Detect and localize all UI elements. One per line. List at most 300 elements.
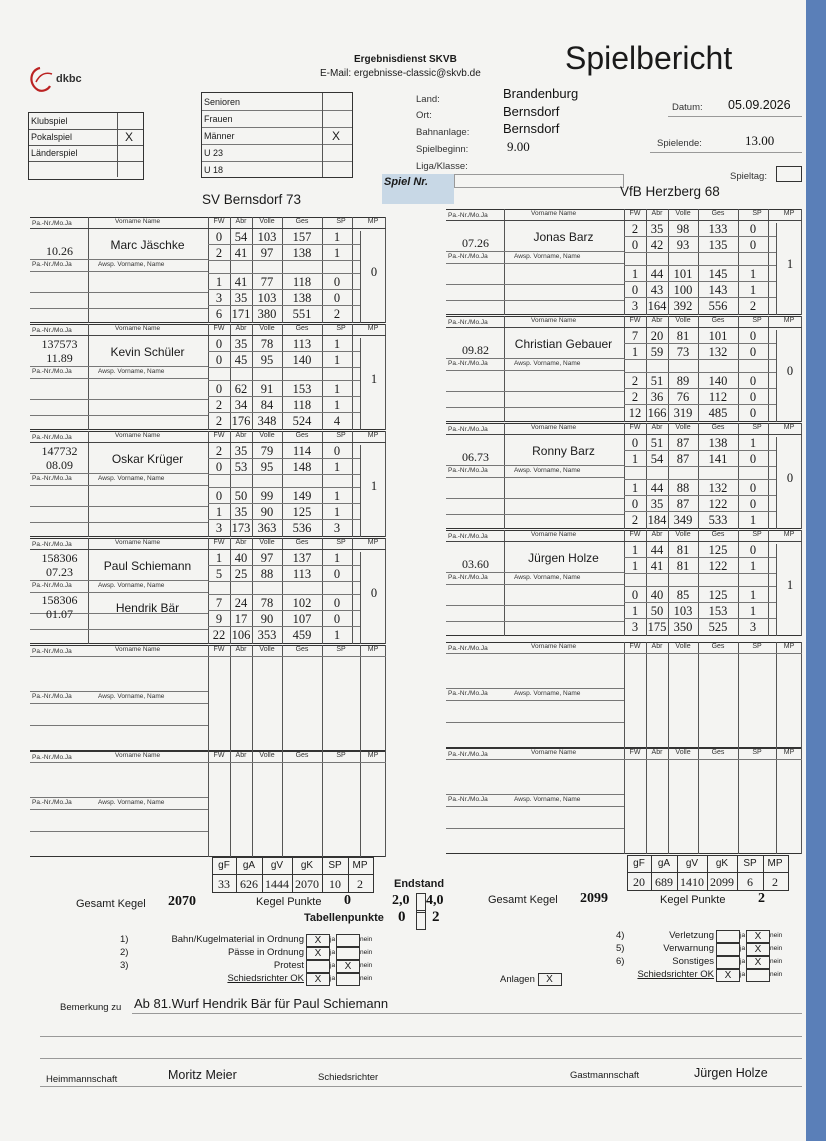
score-cell: 0 [749,481,757,495]
score-cell: 5 [215,567,223,581]
totals-header: gA [242,860,256,871]
sum-cell: 556 [708,299,728,313]
score-cell: 1 [333,353,341,367]
player-name: Jürgen Holze [528,551,599,565]
score-cell: 138 [292,291,312,305]
score-cell: 25 [234,567,248,581]
col-header-abr: Abr [651,749,663,756]
name-label: Vorname Name [115,432,161,439]
check-nein[interactable]: X [746,943,770,956]
score-cell: 36 [650,390,664,404]
empty-player-block [30,751,386,857]
check-nein[interactable] [336,934,360,947]
sum-cell: 353 [257,628,277,642]
totals-value: 2070 [295,877,319,891]
score-cell: 140 [708,374,728,388]
score-cell: 24 [234,596,248,610]
check-nein[interactable]: X [746,930,770,943]
game-type-row[interactable] [29,145,143,162]
col-header-fw: FW [629,643,641,650]
beginn-value: 9.00 [507,139,530,154]
ende-label: Spielende: [657,138,702,149]
category-row[interactable] [202,127,352,145]
score-cell: 59 [650,345,664,359]
check-ja[interactable] [716,930,740,943]
score-cell: 0 [631,436,639,450]
col-header-sp: SP [752,531,762,538]
score-cell: 62 [234,382,248,396]
game-type-label: Klubspiel [31,116,68,126]
pnr-label: Pa.-Nr./Mo.Ja [32,693,72,700]
check-num: 1) [120,934,129,945]
name-label: Vorname Name [531,531,577,538]
score-cell: 73 [676,345,690,359]
sum-cell: 2 [631,513,639,527]
col-header-sp: SP [336,432,346,439]
col-header-abr: Abr [235,539,247,546]
check-row [616,956,806,969]
col-header-abr: Abr [651,317,663,324]
col-header-volle: Volle [259,752,275,759]
ja-label: ja [330,962,336,969]
check-nein[interactable]: X [336,960,360,973]
sub-name: Hendrik Bär [115,601,180,615]
score-cell: 1 [333,337,341,351]
score-cell: 100 [673,283,693,297]
player-mp: 0 [370,586,378,600]
category-row[interactable] [202,161,352,178]
sum-cell: 12 [628,406,642,420]
sum-cell: 0 [749,406,757,420]
sum-cell: 2 [333,307,341,321]
bahn-label: Bahnanlage: [416,127,470,138]
score-cell: 125 [292,505,312,519]
col-header-ges: Ges [711,317,725,324]
score-cell: 87 [676,436,690,450]
service-email: E-Mail: ergebnisse-classic@skvb.de [320,68,481,79]
player-date: 07.23 [46,565,73,579]
score-cell: 1 [333,230,341,244]
score-cell: 122 [708,559,728,573]
totals-header: gK [300,860,314,871]
score-cell: 51 [650,374,664,388]
col-header-mp: MP [783,531,795,538]
score-cell: 88 [676,481,690,495]
kp-away: 2 [758,891,765,906]
col-header-abr: Abr [235,432,247,439]
totals-value: 33 [218,877,230,891]
ja-label: ja [740,945,746,952]
col-header-mp: MP [783,424,795,431]
score-cell: 125 [708,588,728,602]
sum-cell: 166 [647,406,667,420]
check-ja[interactable] [716,943,740,956]
score-cell: 0 [333,596,341,610]
score-cell: 153 [292,382,312,396]
check-row [120,960,420,973]
liga-label: Liga/Klasse: [416,161,468,172]
sum-cell: 524 [292,414,312,428]
col-header-ges: Ges [295,752,309,759]
awsp-label: Awsp. Vorname, Name [514,467,581,474]
check-label: Bahn/Kugelmaterial in Ordnung [171,934,304,945]
player-pnr: 158306 [41,551,78,565]
score-cell: 41 [234,275,248,289]
category-label: Senioren [204,97,241,107]
sub-pnr: 158306 [41,593,78,607]
sum-cell: 1 [749,513,757,527]
check-ja[interactable]: X [306,947,330,960]
pnr-label: Pa.-Nr./Mo.Ja [32,541,72,548]
score-cell: 138 [708,436,728,450]
ort-label: Ort: [416,110,432,121]
sum-cell: 536 [292,521,312,535]
score-cell: 7 [215,596,223,610]
score-cell: 145 [708,267,728,281]
score-cell: 35 [234,291,248,305]
datum-label: Datum: [672,102,703,113]
col-header-fw: FW [213,218,225,225]
score-cell: 79 [260,444,274,458]
totals-header: gV [685,858,699,869]
totals-header: MP [767,858,783,869]
score-cell: 44 [650,267,664,281]
col-header-fw: FW [213,325,225,332]
score-cell: 1 [333,489,341,503]
score-cell: 0 [631,497,639,511]
score-cell: 1 [333,398,341,412]
score-cell: 113 [292,337,312,351]
col-header-mp: MP [367,432,379,439]
col-header-mp: MP [783,749,795,756]
ja-label: ja [330,975,336,982]
player-date: 07.26 [462,236,489,250]
check-label: Protest [273,960,304,971]
score-cell: 50 [650,604,664,618]
col-header-abr: Abr [235,325,247,332]
pnr-label: Pa.-Nr./Mo.Ja [32,754,72,761]
totals-header: MP [352,860,368,871]
score-cell: 0 [749,543,757,557]
score-cell: 148 [292,460,312,474]
endstand-away: 4,0 [426,893,444,908]
sum-cell: 363 [257,521,277,535]
pnr-label: Pa.-Nr./Mo.Ja [32,799,72,806]
score-cell: 153 [708,604,728,618]
game-type-row[interactable] [29,113,143,130]
score-cell: 0 [749,329,757,343]
sum-cell: 6 [215,307,223,321]
score-cell: 0 [749,390,757,404]
col-header-abr: Abr [651,643,663,650]
score-cell: 81 [676,329,690,343]
kp-home: 0 [344,893,351,908]
player-mp: 1 [786,578,794,592]
check-nein[interactable] [336,947,360,960]
category-row[interactable] [202,110,352,128]
sum-cell: 2 [749,299,757,313]
category-box [201,92,353,178]
col-header-ges: Ges [711,531,725,538]
col-header-fw: FW [213,646,225,653]
player-block [446,316,802,422]
score-cell: 87 [676,452,690,466]
totals-header: SP [743,858,757,869]
score-cell: 132 [708,345,728,359]
score-cell: 81 [676,543,690,557]
score-cell: 112 [708,390,728,404]
totals-value: 2099 [710,875,734,889]
totals-value: 6 [747,875,753,889]
score-cell: 0 [631,283,639,297]
land-label: Land: [416,94,440,105]
score-cell: 35 [650,222,664,236]
player-pnr: 147732 [41,444,78,458]
name-label: Vorname Name [531,317,577,324]
score-cell: 41 [650,559,664,573]
check-row [616,969,806,982]
score-cell: 0 [333,275,341,289]
pnr-label: Pa.-Nr./Mo.Ja [448,645,488,652]
name-label: Vorname Name [115,646,161,653]
endstand-home: 2,0 [392,893,410,908]
logo-text: dkbc [56,73,82,85]
score-cell: 35 [650,497,664,511]
player-mp: 1 [370,479,378,493]
player-block [446,530,802,636]
sum-cell: 3 [333,521,341,535]
score-cell: 1 [631,481,639,495]
score-cell: 0 [215,382,223,396]
game-type-label: Länderspiel [31,148,78,158]
score-cell: 78 [260,596,274,610]
player-date: 08.09 [46,458,73,472]
awsp-label: Awsp. Vorname, Name [98,368,165,375]
col-header-volle: Volle [675,424,691,431]
score-cell: 1 [333,246,341,260]
name-label: Vorname Name [115,325,161,332]
score-cell: 54 [234,230,248,244]
check-ja[interactable]: X [306,973,330,986]
sum-cell: 171 [231,307,251,321]
player-name: Marc Jäschke [110,238,185,252]
name-label: Vorname Name [531,424,577,431]
col-header-volle: Volle [675,210,691,217]
score-cell: 1 [749,588,757,602]
score-cell: 89 [676,374,690,388]
player-name: Ronny Barz [532,444,595,458]
check-row [120,947,420,960]
score-cell: 20 [650,329,664,343]
check-num: 2) [120,947,129,958]
empty-player-block [446,642,802,748]
pnr-label: Pa.-Nr./Mo.Ja [32,648,72,655]
col-header-volle: Volle [675,643,691,650]
pnr-label: Pa.-Nr./Mo.Ja [448,751,488,758]
check-label: Sonstiges [672,956,714,967]
score-cell: 1 [333,382,341,396]
score-cell: 118 [292,398,312,412]
score-cell: 1 [749,267,757,281]
sum-cell: 533 [708,513,728,527]
col-header-volle: Volle [675,749,691,756]
col-header-fw: FW [213,432,225,439]
check-ja[interactable]: X [306,934,330,947]
score-cell: 97 [260,246,274,260]
pnr-label: Pa.-Nr./Mo.Ja [32,582,72,589]
col-header-fw: FW [213,539,225,546]
pnr-label: Pa.-Nr./Mo.Ja [32,475,72,482]
ja-label: ja [330,949,336,956]
score-cell: 35 [234,337,248,351]
endstand-label: Endstand [394,878,445,890]
sub-date: 01.07 [46,607,73,621]
check-label: Verwarnung [663,943,714,954]
category-row[interactable] [202,144,352,162]
sum-cell: 184 [647,513,667,527]
name-label: Vorname Name [531,643,577,650]
bemerkung-label: Bemerkung zu [60,1002,122,1013]
check-nein[interactable]: X [746,956,770,969]
col-header-volle: Volle [675,531,691,538]
totals-header: gV [270,860,284,871]
sum-cell: 525 [708,620,728,634]
sum-cell: 3 [749,620,757,634]
player-date: 10.26 [46,244,73,258]
score-cell: 54 [650,452,664,466]
score-cell: 141 [708,452,728,466]
player-name: Christian Gebauer [514,337,613,351]
score-cell: 90 [260,505,274,519]
score-cell: 85 [676,588,690,602]
spieltag-label: Spieltag: [730,171,767,182]
col-header-ges: Ges [295,646,309,653]
score-cell: 1 [631,604,639,618]
player-block [446,423,802,529]
col-header-ges: Ges [711,643,725,650]
away-team: VfB Herzberg 68 [620,184,720,199]
check-nein[interactable] [336,973,360,986]
anlagen-check[interactable]: X [538,973,562,986]
check-num: 4) [616,930,625,941]
player-name: Paul Schiemann [103,559,192,573]
check-ja[interactable] [306,960,330,973]
land-value: Brandenburg [503,86,579,101]
score-cell: 34 [234,398,248,412]
player-mp: 1 [786,257,794,271]
score-cell: 1 [215,275,223,289]
score-cell: 9 [215,612,223,626]
score-cell: 88 [260,567,274,581]
score-cell: 2 [631,374,639,388]
check-row [616,943,806,956]
player-mp: 0 [786,364,794,378]
score-cell: 0 [215,337,223,351]
col-header-fw: FW [629,317,641,324]
pnr-label: Pa.-Nr./Mo.Ja [32,261,72,268]
col-header-volle: Volle [259,218,275,225]
score-cell: 98 [676,222,690,236]
awsp-label: Awsp. Vorname, Name [98,475,165,482]
pnr-label: Pa.-Nr./Mo.Ja [448,253,488,260]
score-cell: 76 [676,390,690,404]
player-block [30,324,386,430]
gesamt-away-label: Gesamt Kegel [488,894,558,906]
col-header-sp: SP [752,424,762,431]
player-block [446,209,802,315]
sum-cell: 380 [257,307,277,321]
nein-label: nein [770,945,783,952]
score-cell: 0 [215,460,223,474]
score-cell: 1 [749,604,757,618]
col-header-mp: MP [783,643,795,650]
category-row[interactable] [202,93,352,111]
service-name: Ergebnisdienst SKVB [354,54,457,65]
sum-cell: 350 [673,620,693,634]
nein-label: nein [360,975,373,982]
score-cell: 143 [708,283,728,297]
game-type-label: Pokalspiel [31,132,73,142]
col-header-mp: MP [367,752,379,759]
awsp-label: Awsp. Vorname, Name [98,261,165,268]
col-header-ges: Ges [295,432,309,439]
score-cell: 0 [631,588,639,602]
score-cell: 50 [234,489,248,503]
score-cell: 157 [292,230,312,244]
pnr-label: Pa.-Nr./Mo.Ja [448,467,488,474]
score-cell: 87 [676,497,690,511]
sum-cell: 106 [231,628,251,642]
score-cell: 103 [257,291,277,305]
check-ja[interactable]: X [716,969,740,982]
score-cell: 3 [215,291,223,305]
score-cell: 77 [260,275,274,289]
col-header-sp: SP [752,749,762,756]
sum-cell: 485 [708,406,728,420]
empty-player-block [30,645,386,751]
ja-label: ja [330,936,336,943]
score-cell: 138 [292,246,312,260]
player-date: 09.82 [462,343,489,357]
col-header-ges: Ges [711,210,725,217]
score-cell: 43 [650,283,664,297]
nein-label: nein [770,971,783,978]
score-cell: 78 [260,337,274,351]
col-header-sp: SP [336,539,346,546]
score-cell: 0 [215,489,223,503]
totals-header: gA [657,858,671,869]
tabellen-label: Tabellenpunkte [304,912,384,924]
category-mark: X [332,129,341,143]
score-cell: 2 [215,444,223,458]
check-nein[interactable] [746,969,770,982]
score-cell: 113 [292,567,312,581]
score-cell: 1 [333,505,341,519]
score-cell: 93 [676,238,690,252]
score-cell: 53 [234,460,248,474]
col-header-ges: Ges [711,424,725,431]
col-header-sp: SP [752,643,762,650]
player-block [30,217,386,323]
game-type-row[interactable] [29,129,143,146]
col-header-abr: Abr [235,752,247,759]
totals-header: gF [633,858,645,869]
check-ja[interactable] [716,956,740,969]
awsp-label: Awsp. Vorname, Name [514,360,581,367]
sum-cell: 459 [292,628,312,642]
col-header-mp: MP [367,539,379,546]
score-cell: 91 [260,382,274,396]
